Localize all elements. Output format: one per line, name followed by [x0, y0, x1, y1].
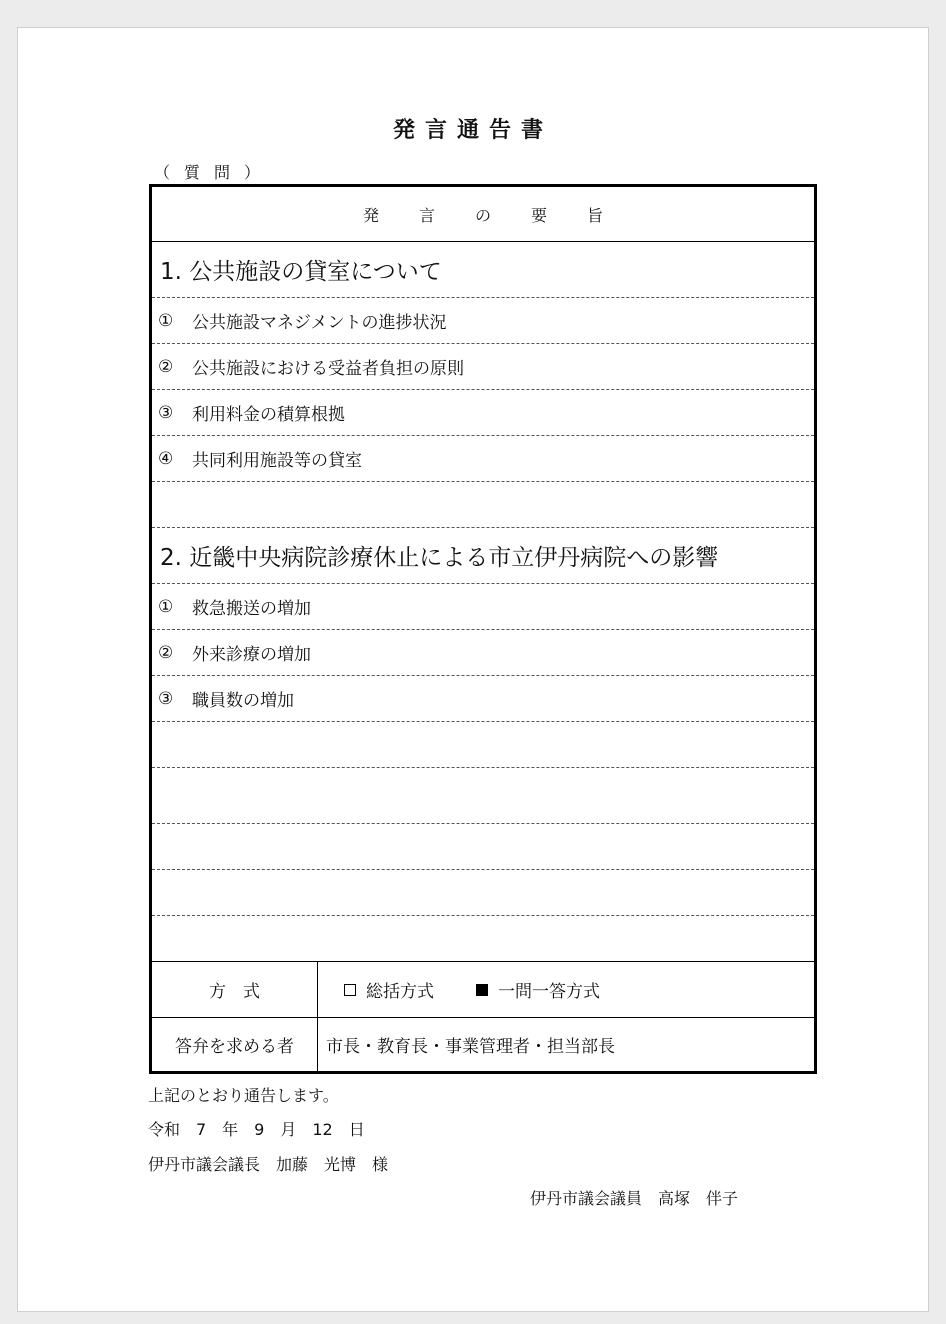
item-number: ④	[158, 448, 174, 469]
respondents-label: 答弁を求める者	[152, 1018, 318, 1071]
blank-row	[152, 482, 814, 528]
document-kind: （質問）	[154, 163, 275, 182]
blank-row	[152, 870, 814, 916]
respondents-value: 市長・教育長・事業管理者・担当部長	[326, 1037, 615, 1057]
addressee: 伊丹市議会議長 加藤 光博 様	[148, 1155, 389, 1174]
item-number: ①	[158, 310, 174, 331]
list-item	[152, 436, 814, 482]
notice-table	[149, 184, 817, 1074]
item-number: ①	[158, 596, 174, 617]
list-item	[152, 344, 814, 390]
item-text: 救急搬送の増加	[192, 599, 311, 619]
checkbox-filled-icon[interactable]	[476, 984, 488, 996]
option-one-by-one[interactable]	[458, 977, 600, 1002]
list-item	[152, 390, 814, 436]
section-heading: 2. 近畿中央病院診療休止による市立伊丹病院への影響	[152, 528, 814, 584]
method-options	[318, 962, 814, 1017]
item-text: 共同利用施設等の貸室	[192, 451, 362, 471]
list-item	[152, 676, 814, 722]
blank-row	[152, 768, 814, 824]
document-title: 発言通告書	[392, 118, 553, 143]
item-text: 職員数の増加	[192, 691, 294, 711]
item-text: 公共施設マネジメントの進捗状況	[192, 313, 447, 333]
table-header: 発言の要旨	[152, 187, 814, 242]
method-row	[152, 961, 814, 1017]
item-text: 利用料金の積算根拠	[192, 405, 345, 425]
item-text: 外来診療の増加	[192, 645, 311, 665]
blank-row	[152, 722, 814, 768]
item-number: ③	[158, 402, 174, 423]
notice-date: 令和 7 年 9 月 12 日	[148, 1120, 365, 1139]
list-item	[152, 298, 814, 344]
item-text: 公共施設における受益者負担の原則	[192, 359, 464, 379]
item-number: ③	[158, 688, 174, 709]
option-label: 総括方式	[366, 982, 434, 1002]
section-heading: 1. 公共施設の貸室について	[152, 242, 814, 298]
item-number: ②	[158, 356, 174, 377]
item-number: ②	[158, 642, 174, 663]
list-item	[152, 584, 814, 630]
checkbox-empty-icon[interactable]	[344, 984, 356, 996]
option-label: 一問一答方式	[498, 982, 600, 1002]
blank-row	[152, 824, 814, 870]
respondents-row	[152, 1017, 814, 1071]
list-item	[152, 630, 814, 676]
notice-statement: 上記のとおり通告します。	[148, 1086, 339, 1105]
option-comprehensive[interactable]	[326, 977, 434, 1002]
method-label: 方 式	[152, 962, 318, 1017]
sender: 伊丹市議会議員 高塚 伴子	[530, 1189, 739, 1208]
